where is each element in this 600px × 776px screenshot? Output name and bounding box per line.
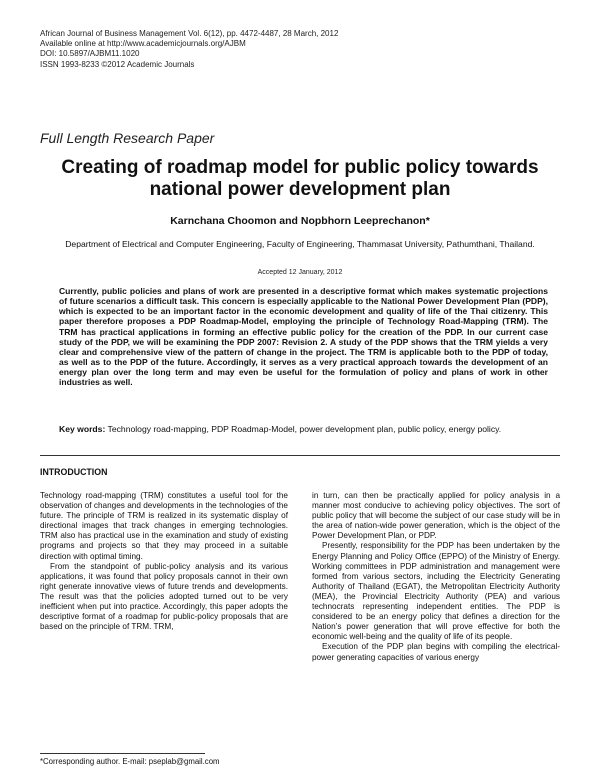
paragraph: Presently, responsibility for the PDP has been undertaken by the Energy Planning and Policy Office (EPPO) of the Ministry of Energy. Working committees in PDP administration and management were formed from various sectors, including the Electricity Generating Authority of Thailand (EGAT), the Metropolitan Electricity Authority (MEA), the Provincial Electricity Authority (PEA) and various technocrats representing independent entities. The PDP is considered to be an energy policy that defines a direction for the Nation’s power generation that will prove effective for both the economic well-being and the quality of life of its people.	[312, 541, 560, 642]
footnote-divider	[40, 753, 205, 754]
paper-type: Full Length Research Paper	[40, 130, 215, 146]
authors: Karnchana Choomon and Nopbhorn Leeprechanon*	[170, 215, 430, 227]
affiliation: Department of Electrical and Computer Engineering, Faculty of Engineering, Thammasat University, Pathumthani, Thailand.	[65, 239, 535, 249]
paragraph: Execution of the PDP plan begins with compiling the electrical-power generating capacities of various energy	[312, 642, 560, 662]
online-url-line: Available online at http://www.academicjournals.org/AJBM	[40, 39, 246, 49]
accepted-date: Accepted 12 January, 2012	[257, 269, 343, 276]
section-heading: INTRODUCTION	[40, 467, 108, 477]
keywords-label: Key words:	[59, 424, 106, 434]
section-divider	[40, 455, 560, 456]
right-column	[312, 491, 560, 663]
paragraph: in turn, can then be practically applied for policy analysis in a manner most conducive to achieving policy objectives. The sort of public policy that will become the subject of our case study will be in the area of nation-wide power generation, which is the object of the Power Development Plan, or PDP.	[312, 491, 560, 541]
left-column	[40, 491, 288, 632]
paper-title: Creating of roadmap model for public policy towards national power development plan	[61, 157, 539, 200]
paragraph: Technology road-mapping (TRM) constitutes a useful tool for the observation of changes and developments in the technologies of the future. The principle of TRM is realized in its systematic display of directional images that track changes in emerging technologies. TRM also has practical use in the examination and study of existing programs and projects so that they may proceed in a suitable direction with optimal timing.	[40, 491, 288, 561]
journal-citation: African Journal of Business Management Vol. 6(12), pp. 4472-4487, 28 March, 2012	[40, 29, 339, 38]
abstract: Currently, public policies and plans of work are presented in a descriptive format which makes systematic projections of future scenarios a difficult task. This concern is especially applicable to the National Power Development Plan (PDP), which is expected to be an important factor in the economic development and quality of life of the Thai citizenry. This paper therefore proposes a PDP Roadmap-Model, employing the principle of Technology Road-Mapping (TRM). The TRM has practical applications in forming an effective public policy for the creation of the PDP. In our current case study of the PDP, we will be examining the PDP 2007: Revision 2. A study of the PDP shows that the TRM yields a very clear and comprehensive view of the pattern of change in the project. The TRM is applicable both to the PDP of today, as well as to the PDP of the future. Accordingly, it serves as a very practical approach towards the development of an energy plan over the long term and may even be useful for the formulation of policy and plans of work in other industries as well.	[59, 286, 548, 388]
keywords-text: Technology road-mapping, PDP Roadmap-Model, power development plan, public policy, energy policy.	[105, 424, 502, 434]
doi-line: DOI: 10.5897/AJBM11.1020	[40, 49, 140, 59]
keywords	[59, 424, 548, 435]
journal-header	[40, 29, 560, 70]
issn-line: ISSN 1993-8233 ©2012 Academic Journals	[40, 59, 195, 69]
corresponding-author-footnote: *Corresponding author. E-mail: pseplab@gmail.com	[40, 757, 220, 766]
paragraph: From the standpoint of public-policy analysis and its various applications, it was found that policy proposals cannot in their own right generate innovative views of future trends and developments. The result was that the policies adopted turned out to be very inefficient when put into practice. Accordingly, this paper adopts the descriptive format of a roadmap for public-policy proposals that are based on the principle of TRM. TRM,	[40, 561, 288, 632]
